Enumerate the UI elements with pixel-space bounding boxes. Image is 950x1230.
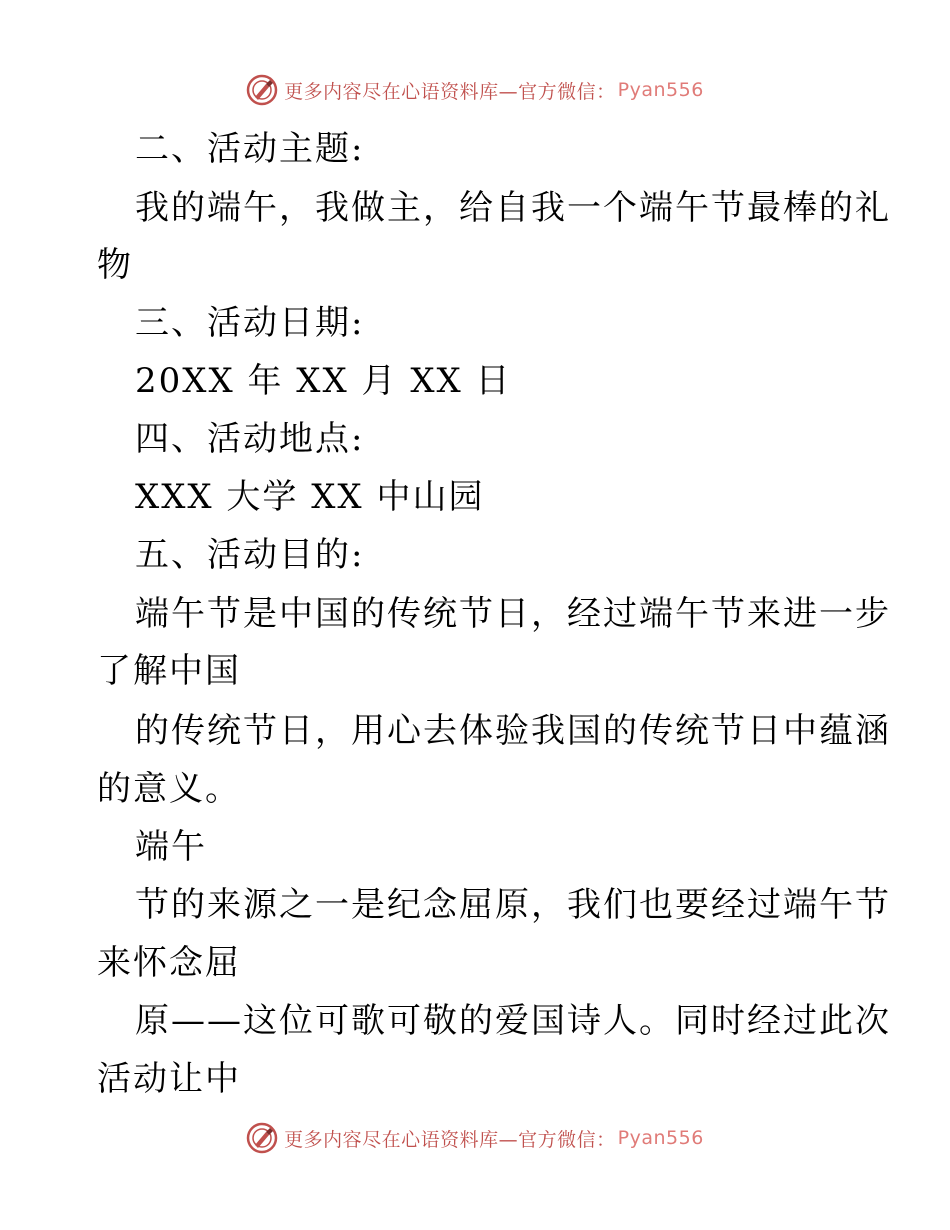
pen-logo-icon — [246, 74, 278, 106]
text-line: 原——这位可歌可敬的爱国诗人。同时经过此次 — [135, 1001, 891, 1041]
text-line: 五、活动目的: — [135, 535, 365, 575]
header-wechat-id: Pyan556 — [617, 79, 704, 101]
text-line: 物 — [97, 245, 133, 285]
footer-wechat-id: Pyan556 — [617, 1127, 704, 1149]
footer-text: 更多内容尽在心语资料库—官方微信： — [284, 1128, 616, 1151]
text-line: 节的来源之一是纪念屈原，我们也要经过端午节 — [135, 885, 891, 925]
text-line: 的意义。 — [97, 769, 241, 809]
text-line: 活动让中 — [97, 1059, 241, 1099]
pen-logo-icon — [246, 1122, 278, 1154]
text-line: XXX 大学 XX 中山园 — [135, 477, 485, 517]
text-line: 端午节是中国的传统节日，经过端午节来进一步 — [135, 594, 891, 634]
text-line: 三、活动日期: — [135, 303, 365, 343]
text-line: 来怀念屈 — [97, 943, 241, 983]
text-line: 端午 — [135, 827, 207, 867]
text-line: 二、活动主题: — [135, 129, 365, 169]
text-line: 四、活动地点: — [135, 419, 365, 459]
text-line: 了解中国 — [97, 651, 241, 691]
text-line: 我的端午，我做主，给自我一个端午节最棒的礼 — [135, 188, 891, 228]
text-line: 的传统节日，用心去体验我国的传统节日中蕴涵 — [135, 711, 891, 751]
text-line: 20XX 年 XX 月 XX 日 — [135, 361, 512, 401]
header-text: 更多内容尽在心语资料库—官方微信： — [284, 80, 616, 103]
header-banner — [0, 70, 950, 110]
footer-banner — [0, 1118, 950, 1158]
